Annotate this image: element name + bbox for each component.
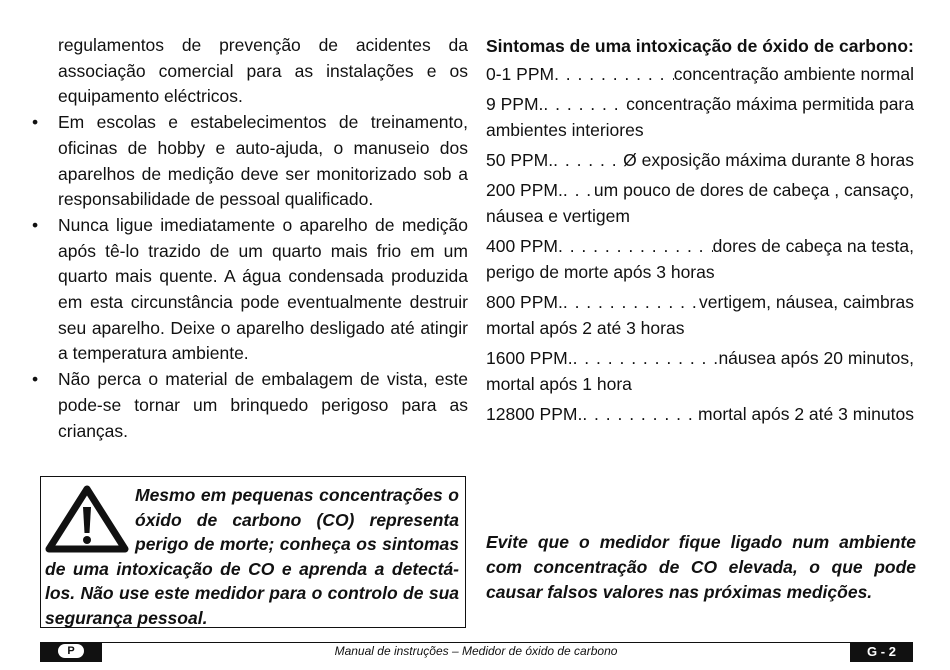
- ppm-level: 1600 PPM.: [486, 348, 573, 368]
- notice-text: Evite que o medidor fique ligado num ambiente com concentração de CO elevada, o que pode causar falsos valores nas próximas medições.: [486, 532, 916, 602]
- symptom-description: Ø exposição máxima durante 8 horas: [623, 150, 914, 170]
- symptom-row: [486, 233, 914, 285]
- bullet-item: [32, 110, 468, 213]
- symptom-description-continued: ambientes interiores: [486, 120, 644, 140]
- symptom-row: [486, 401, 914, 427]
- language-badge: P: [58, 644, 84, 658]
- bullet-text: Nunca ligue imediatamente o aparelho de medição após tê-lo trazido de um quarto mais frio em um quarto mais quente. A água condensada produzida em esta circunstância pode eventualmente destruir seu aparelho. Deixe o aparelho desligado até atingir a temperatura ambiente.: [58, 214, 468, 364]
- symptom-description: mortal após 2 até 3 minutos: [698, 404, 914, 424]
- symptom-row: [486, 61, 914, 87]
- symptom-description-continued: mortal após 2 até 3 horas: [486, 318, 685, 338]
- warning-text: Mesmo em pequenas concentrações o óxido de carbono (CO) representa perigo de morte; conheça os sintomas de uma intoxicação de CO e aprenda a detectá-los. Não use este medidor para o controlo de sua segurança pessoal.: [45, 485, 459, 628]
- bullet-item: [32, 367, 468, 444]
- ppm-level: 9 PPM.: [486, 94, 544, 114]
- bullet-icon: •: [32, 214, 39, 235]
- symptom-description: náusea após 20 minutos,: [718, 348, 914, 368]
- bullet-text: Não perca o material de embalagem de vista, este pode-se tornar um brinquedo perigoso para as crianças.: [58, 369, 468, 441]
- ppm-level: 200 PPM.: [486, 180, 563, 200]
- ppm-level: 12800 PPM.: [486, 404, 583, 424]
- symptom-row: [486, 289, 914, 341]
- symptom-description-continued: perigo de morte após 3 horas: [486, 262, 715, 282]
- footer-title: Manual de instruções – Medidor de óxido de carbono: [334, 644, 618, 658]
- bullet-text: Em escolas e estabelecimentos de treinamento, oficinas de hobby e auto-ajuda, o manuseio dos aparelhos de medição deve ser monitorizado sob a responsabilidade de pessoal qualificado.: [58, 112, 468, 210]
- bullet-icon: •: [32, 112, 39, 133]
- left-column: [32, 33, 468, 444]
- ppm-level: 800 PPM.: [486, 292, 563, 312]
- bullet-item: [32, 213, 468, 367]
- warning-triangle-icon: [45, 485, 129, 553]
- symptom-row: [486, 91, 914, 143]
- page-number: G - 2: [850, 642, 913, 662]
- symptom-description: um pouco de dores de cabeça , cansaço,: [593, 180, 914, 200]
- symptom-description-continued: mortal após 1 hora: [486, 374, 632, 394]
- symptom-row: [486, 147, 914, 173]
- page-footer: [40, 642, 913, 662]
- footer-left-block: [40, 642, 102, 662]
- symptom-description: dores de cabeça na testa,: [712, 236, 914, 256]
- symptom-row: [486, 345, 914, 397]
- symptom-description: concentração máxima permitida para: [626, 94, 914, 114]
- symptom-row: [486, 177, 914, 229]
- ppm-level: 400 PPM: [486, 236, 558, 256]
- symptom-description: concentração ambiente normal: [673, 64, 914, 84]
- symptom-description-continued: náusea e vertigem: [486, 206, 630, 226]
- ppm-level: 0-1 PPM: [486, 64, 555, 84]
- bullet-icon: •: [32, 369, 39, 390]
- symptoms-section: [486, 33, 914, 427]
- symptoms-title: Sintomas de uma intoxicação de óxido de carbono:: [486, 36, 914, 56]
- warning-box: [40, 476, 466, 628]
- ppm-level: 50 PPM.: [486, 150, 554, 170]
- intro-paragraph: regulamentos de prevenção de acidentes da associação comercial para as instalações e os equipamento eléctricos.: [58, 35, 468, 107]
- symptom-description: vertigem, náusea, caimbras: [699, 292, 914, 312]
